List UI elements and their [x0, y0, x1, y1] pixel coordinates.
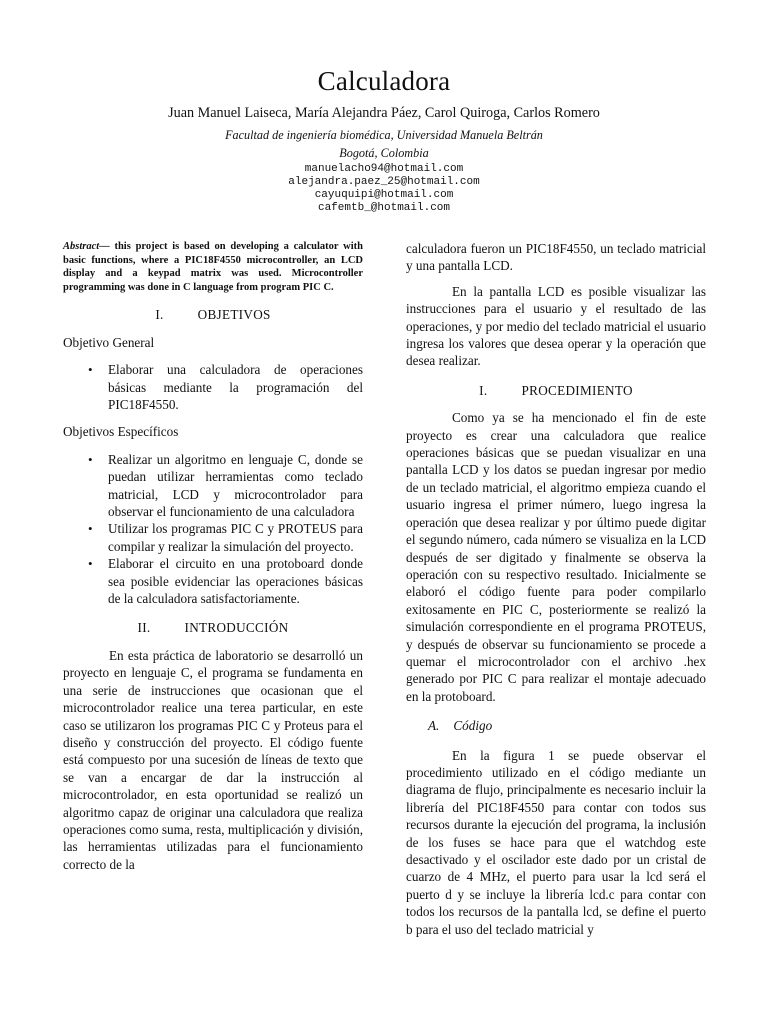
subsection-heading-codigo — [428, 717, 706, 734]
section-number: I. — [155, 307, 164, 323]
abstract-label: Abstract — [63, 241, 100, 252]
section-heading-procedimiento — [406, 382, 706, 399]
objetivo-general-label: Objetivo General — [63, 334, 155, 350]
section-title: OBJETIVOS — [197, 307, 271, 323]
intro-paragraph-continued: calculadora fueron un PIC18F4550, un teclado matricial y una pantalla LCD. — [406, 241, 706, 274]
specific-objectives-list — [63, 451, 363, 608]
affiliation: Facultad de ingeniería biomédica, Universidad Manuela Beltrán — [225, 128, 543, 142]
abstract — [63, 240, 363, 294]
list-item — [63, 555, 363, 607]
right-column — [406, 240, 706, 946]
paper-title: Calculadora — [317, 66, 451, 96]
section-heading-introduccion — [63, 619, 363, 636]
section-number: II. — [137, 620, 151, 636]
bullet-icon: • — [88, 362, 93, 378]
author-list: Juan Manuel Laiseca, María Alejandra Páez, Carol Quiroga, Carlos Romero — [168, 105, 600, 121]
email-address: manuelacho94@hotmail.com — [304, 163, 464, 175]
email-list — [0, 163, 768, 215]
list-item — [63, 451, 363, 521]
email-address: cafemtb_@hotmail.com — [317, 202, 451, 214]
section-title: PROCEDIMIENTO — [521, 382, 633, 398]
subsection-number: A. — [428, 718, 440, 734]
list-item-text: Realizar un algoritmo en lenguaje C, donde se puedan utilizar herramientas como teclado matricial, LCD y microcontrolador para observar el funcionamiento de una calculadora — [108, 451, 363, 520]
email-address: cayuquipi@hotmail.com — [314, 189, 454, 201]
list-item-text: Elaborar una calculadora de operaciones básicas mediante la programación del PIC18F4550. — [108, 362, 363, 412]
objetivos-especificos-label: Objetivos Específicos — [63, 424, 179, 440]
list-item — [63, 361, 363, 413]
location: Bogotá, Colombia — [339, 146, 429, 160]
code-paragraph: En la figura 1 se puede observar el procedimiento utilizado en el código mediante un diagrama de flujo, principalmente es necesario incluir la librería del PIC18F4550 para contar con todos sus recursos durante la ejecución del programa, la inclusión de los fuses se hace para que el watchdog este desactivado y el oscilador este dado por un cristal de cuarzo de 4 MHz, el puerto para usar la lcd será el puerto d y se incluye la librería lcd.c para contar con todos los recursos de la pantalla lcd, se define el puerto b para el uso del teclado matricial y — [406, 747, 706, 937]
general-objectives-list — [63, 361, 363, 413]
list-item — [63, 520, 363, 555]
intro-paragraph-2: En la pantalla LCD es posible visualizar las instrucciones para el usuario y el resultado de las operaciones, y por medio del teclado matricial el usuario ingresa los valores que desea operar y la operación que desea realizar. — [406, 283, 706, 369]
intro-paragraph: En esta práctica de laboratorio se desarrolló un proyecto en lenguaje C, el programa se fundamenta en una serie de instrucciones que ocasionan que el microcontrolador realice una terea particular, en este caso se utilizaron los programas PIC C y Proteus para el diseño y construcción del proyecto. El código fuente está compuesto por una sucesión de líneas de texto que se van a encargar de dar la instrucción al microcontrolador, en esta oportunidad se realizó un algoritmo capaz de originar una calculadora que realiza operaciones como suma, resta, multiplicación y división, las herramientas utilizadas para el funcionamiento correcto de la — [63, 647, 363, 872]
section-title: INTRODUCCIÓN — [184, 620, 289, 636]
email-address: alejandra.paez_25@hotmail.com — [288, 176, 480, 188]
section-heading-objetivos — [63, 306, 363, 323]
bullet-icon: • — [88, 521, 93, 537]
subsection-title: Código — [453, 718, 493, 734]
bullet-icon: • — [88, 556, 93, 572]
abstract-text: — this project is based on developing a calculator with basic functions, where a PIC18F4550 microcontroller, an LCD display and a keypad matrix was used. Microcontroller programming was done in C language from program PIC C. — [63, 241, 363, 293]
list-item-text: Elaborar el circuito en una protoboard donde sea posible evidenciar las operaciones básicas de la calculadora satisfactoriamente. — [108, 556, 363, 607]
left-column — [63, 240, 363, 881]
procedure-paragraph: Como ya se ha mencionado el fin de este proyecto es crear una calculadora que realice operaciones básicas que se puedan visualizar en una pantalla LCD y los datos se puedan ingresar por medio de un teclado matricial, el algoritmo empieza cuando el usuario ingresa el primer número, luego ingresa la operación que desea realizar y por último puede digitar el segundo número, cada número se visualiza en la LCD después de ser digitado y finalmente se observa la operación con su respectivo resultado. Inicialmente se elaboró el código fuente para poder compilarlo exitosamente en PIC C, posteriormente se realizó la simulación correspondiente en el programa PROTEUS, y después de observar su funcionamiento se procede a quemar el microcontrolador con el archivo .hex generado por PIC C para realizar el montaje adecuado en la protoboard. — [406, 410, 706, 704]
bullet-icon: • — [88, 451, 93, 467]
section-number: I. — [479, 382, 488, 398]
list-item-text: Utilizar los programas PIC C y PROTEUS para compilar y realizar la simulación del proyecto. — [108, 521, 363, 554]
